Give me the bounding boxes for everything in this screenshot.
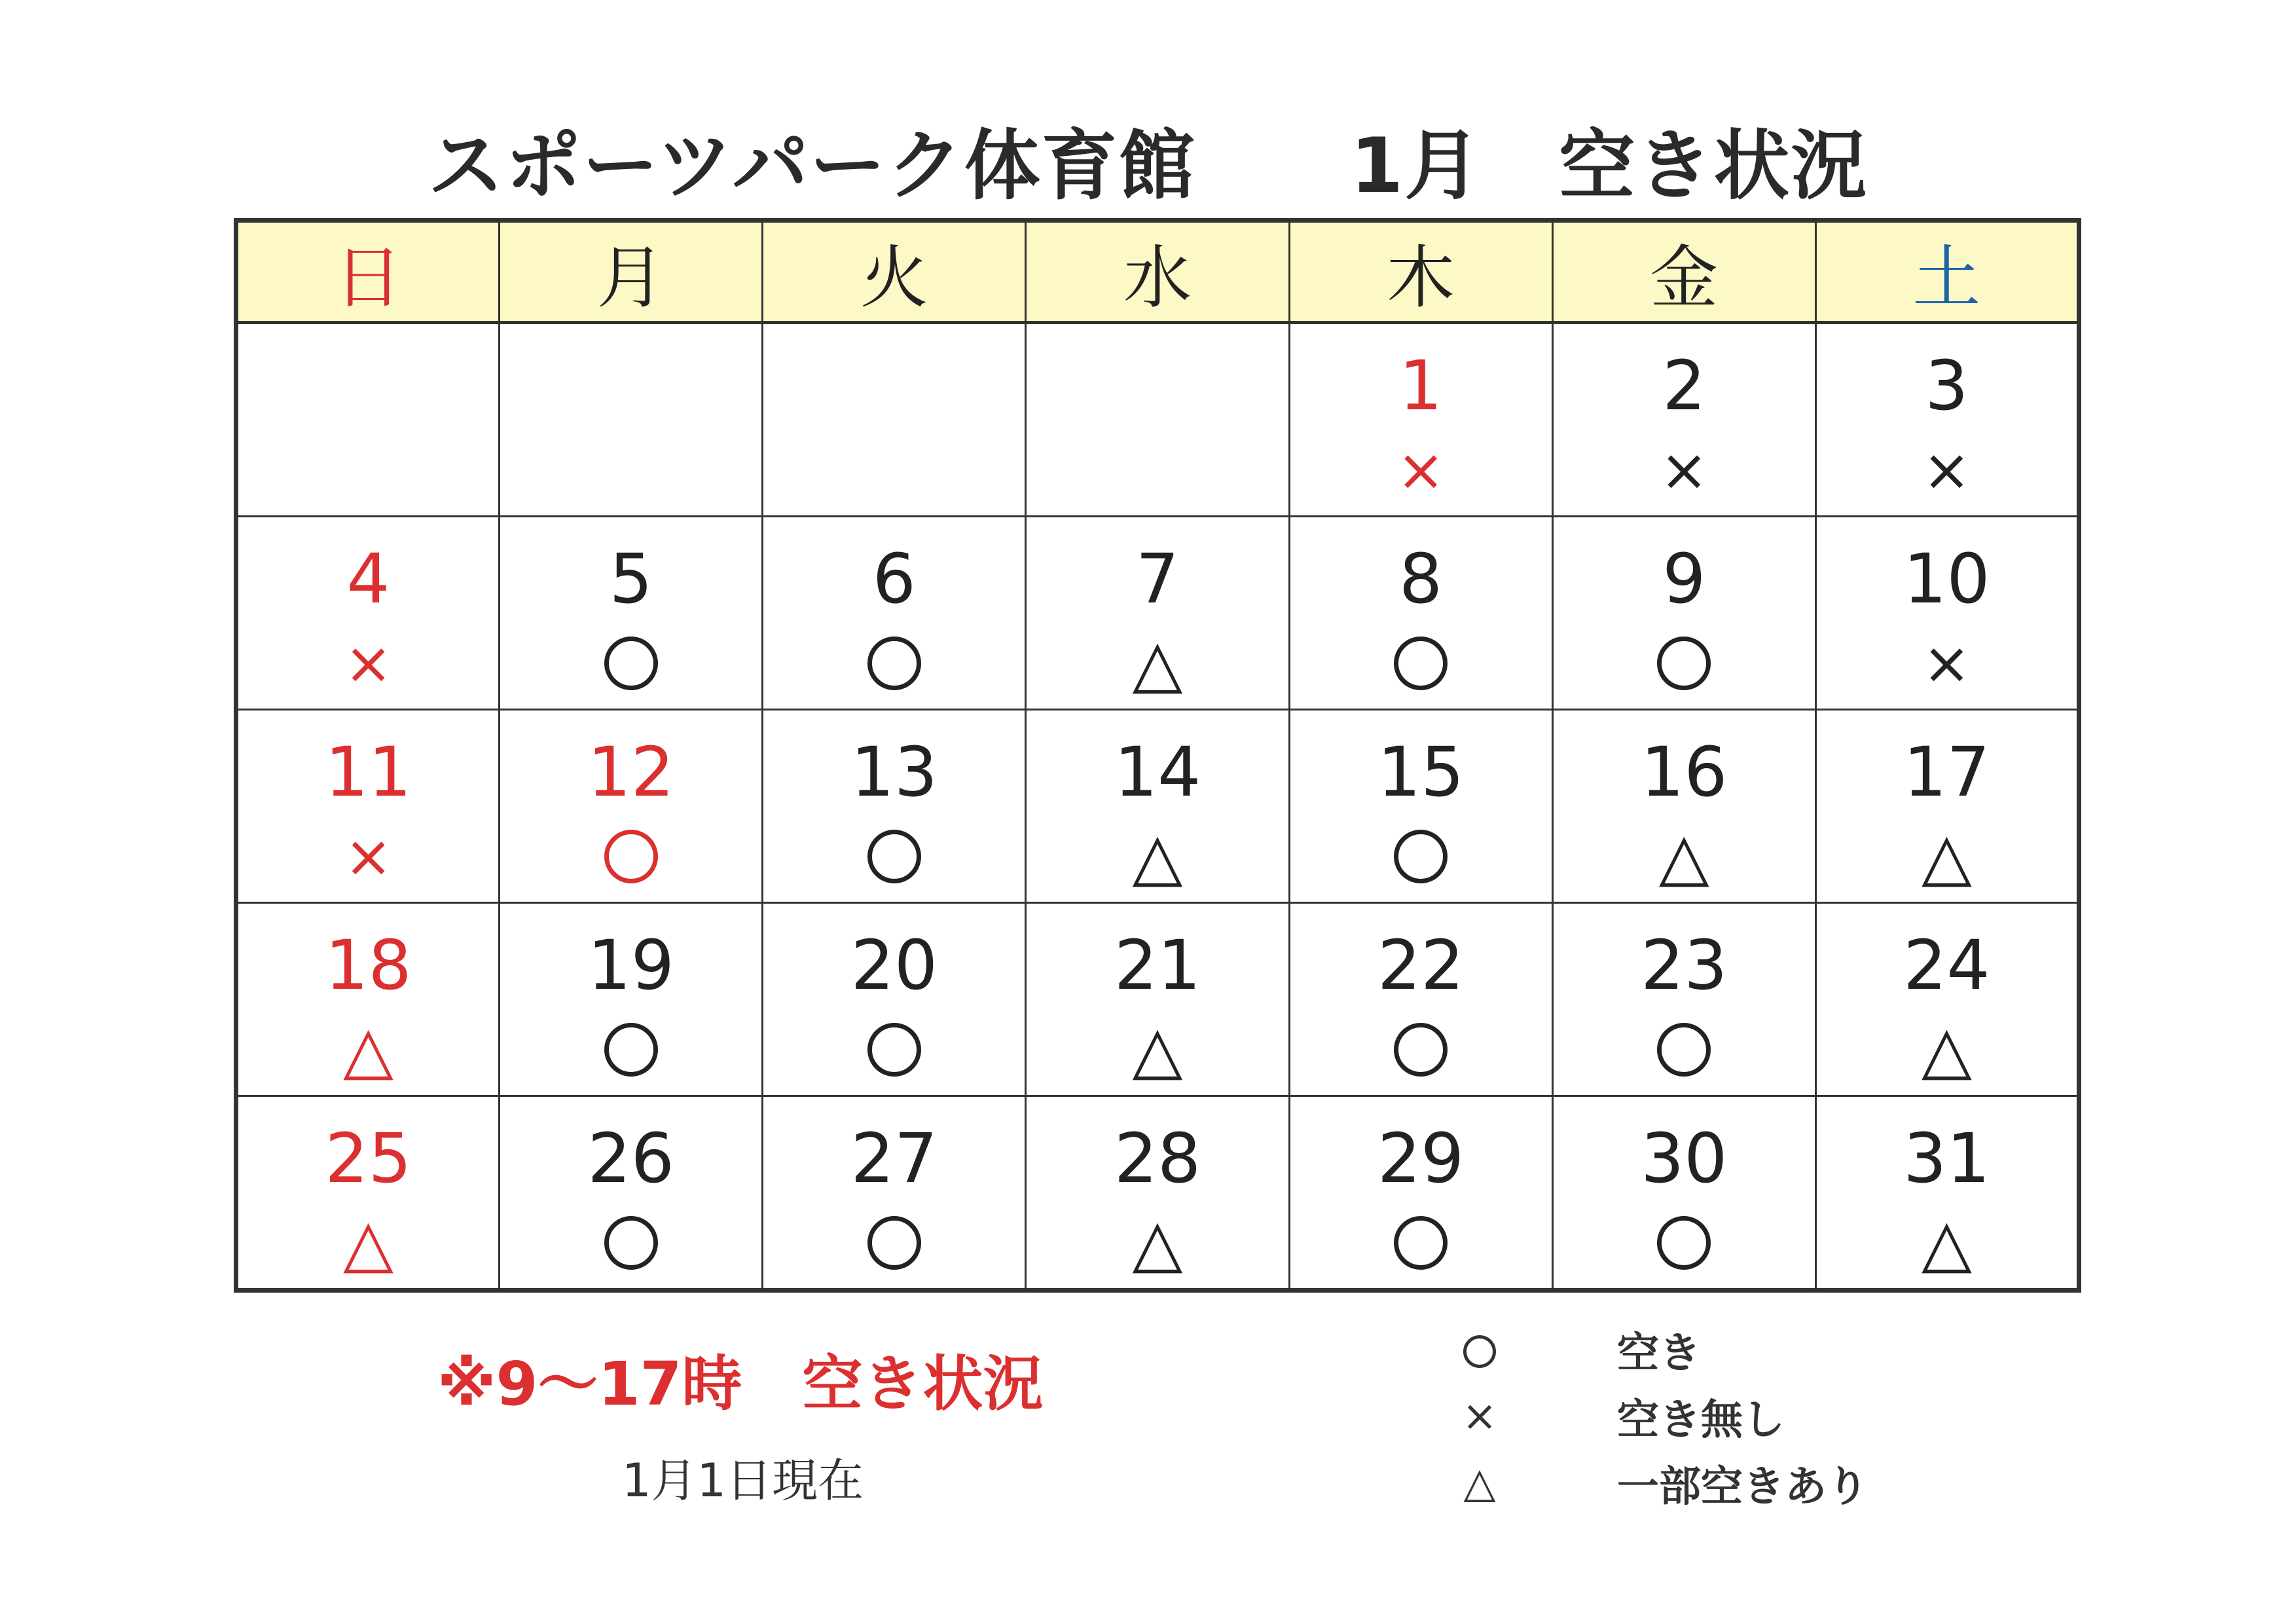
day-cell: [1289, 710, 1552, 903]
available-circle-icon: [500, 1204, 761, 1272]
day-cell: [1815, 903, 2079, 1096]
partial-triangle-icon: △: [343, 1204, 394, 1281]
available-circle-icon: [763, 818, 1025, 886]
day-number: 20: [850, 925, 938, 1005]
unavailable-cross-icon: ×: [344, 629, 393, 697]
day-cell: [500, 517, 763, 710]
day-cell: [236, 710, 500, 903]
legend-label: 空き: [1617, 1329, 1701, 1378]
day-number: 30: [1641, 1118, 1728, 1198]
day-number: 7: [1135, 539, 1180, 619]
unavailable-cross-icon: ×: [1922, 629, 1971, 697]
day-number: 1: [1399, 346, 1443, 426]
unavailable-cross-icon: ×: [344, 822, 393, 890]
weekday-thursday: 木: [1289, 221, 1552, 323]
calendar-week-row: [236, 903, 2079, 1096]
circle-icon: [1450, 1325, 1509, 1374]
day-number: 18: [325, 925, 412, 1005]
cross-icon: ×: [1462, 1392, 1497, 1441]
day-number: 26: [587, 1118, 674, 1198]
legend-item-partial: [1450, 1450, 1868, 1517]
unavailable-cross-icon: ×: [1660, 435, 1709, 504]
day-cell: [236, 903, 500, 1096]
day-number: 8: [1399, 539, 1443, 619]
available-circle-icon: [1290, 818, 1552, 886]
day-cell: [1552, 323, 1815, 517]
day-number: 5: [609, 539, 653, 619]
day-number: 16: [1641, 732, 1728, 812]
page-title: スポーツパーク体育館 1月 空き状況: [428, 122, 1868, 210]
day-cell: [1815, 323, 2079, 517]
partial-triangle-icon: △: [343, 1010, 394, 1088]
day-number: 28: [1114, 1118, 1201, 1198]
day-number: 23: [1641, 925, 1728, 1005]
availability-calendar: [234, 218, 2081, 1293]
day-number: 24: [1903, 925, 1990, 1005]
calendar-week-row: [236, 517, 2079, 710]
day-number: 27: [850, 1118, 938, 1198]
available-circle-icon: [763, 625, 1025, 693]
day-cell: [1815, 710, 2079, 903]
day-cell: [763, 903, 1026, 1096]
day-number: 15: [1377, 732, 1465, 812]
as-of-date: 1月1日現在: [622, 1454, 864, 1507]
empty-day-cell: [500, 323, 763, 517]
legend-label: 空き無し: [1617, 1396, 1785, 1445]
day-cell: [236, 1096, 500, 1291]
available-circle-icon: [1290, 625, 1552, 693]
weekday-wednesday: 水: [1026, 221, 1289, 323]
available-circle-icon: [1290, 1011, 1552, 1079]
hours-note: ※9～17時 空き状況: [437, 1349, 1044, 1419]
day-cell: [1026, 1096, 1289, 1291]
day-cell: [1026, 903, 1289, 1096]
available-circle-icon: [763, 1204, 1025, 1272]
day-cell: [1026, 710, 1289, 903]
day-cell: [1815, 1096, 2079, 1291]
empty-day-cell: [763, 323, 1026, 517]
day-number: 17: [1903, 732, 1990, 812]
available-circle-icon: [1554, 1204, 1815, 1272]
partial-triangle-icon: △: [1921, 1010, 1972, 1088]
unavailable-cross-icon: ×: [1922, 435, 1971, 504]
calendar-week-row: [236, 323, 2079, 517]
day-cell: [500, 903, 763, 1096]
day-cell: [763, 1096, 1026, 1291]
day-cell: [1552, 903, 1815, 1096]
available-circle-icon: [500, 818, 761, 886]
empty-day-cell: [1026, 323, 1289, 517]
available-circle-icon: [500, 625, 761, 693]
day-cell: [1026, 517, 1289, 710]
day-cell: [500, 1096, 763, 1291]
weekday-friday: 金: [1552, 221, 1815, 323]
weekday-sunday: 日: [236, 221, 500, 323]
day-cell: [500, 710, 763, 903]
day-cell: [1289, 323, 1552, 517]
day-number: 21: [1114, 925, 1201, 1005]
day-cell: [763, 710, 1026, 903]
triangle-icon: △: [1463, 1459, 1496, 1507]
calendar-week-row: [236, 1096, 2079, 1291]
available-circle-icon: [500, 1011, 761, 1079]
partial-triangle-icon: △: [1132, 817, 1183, 895]
day-cell: [1289, 517, 1552, 710]
calendar-week-row: [236, 710, 2079, 903]
day-number: 14: [1114, 732, 1201, 812]
partial-triangle-icon: △: [1132, 1204, 1183, 1281]
unavailable-cross-icon: ×: [1396, 435, 1445, 504]
day-number: 31: [1903, 1118, 1990, 1198]
day-cell: [1289, 903, 1552, 1096]
day-number: 11: [325, 732, 412, 812]
weekday-tuesday: 火: [763, 221, 1026, 323]
available-circle-icon: [1290, 1204, 1552, 1272]
day-cell: [1552, 1096, 1815, 1291]
legend: [1450, 1316, 1868, 1517]
day-cell: [1552, 710, 1815, 903]
day-cell: [236, 517, 500, 710]
day-number: 22: [1377, 925, 1465, 1005]
legend-item-available: [1450, 1316, 1868, 1383]
day-cell: [1815, 517, 2079, 710]
weekday-header-row: [236, 221, 2079, 323]
partial-triangle-icon: △: [1921, 817, 1972, 895]
partial-triangle-icon: △: [1132, 624, 1183, 701]
available-circle-icon: [1554, 625, 1815, 693]
day-number: 2: [1662, 346, 1706, 426]
day-number: 4: [346, 539, 390, 619]
weekday-saturday: 土: [1815, 221, 2079, 323]
partial-triangle-icon: △: [1658, 817, 1709, 895]
available-circle-icon: [1554, 1011, 1815, 1079]
day-number: 13: [850, 732, 938, 812]
day-number: 6: [872, 539, 916, 619]
day-cell: [763, 517, 1026, 710]
partial-triangle-icon: △: [1132, 1010, 1183, 1088]
weekday-monday: 月: [500, 221, 763, 323]
day-number: 9: [1662, 539, 1706, 619]
day-number: 3: [1925, 346, 1969, 426]
day-number: 10: [1903, 539, 1990, 619]
day-number: 25: [325, 1118, 412, 1198]
empty-day-cell: [236, 323, 500, 517]
legend-label: 一部空きあり: [1617, 1463, 1868, 1511]
available-circle-icon: [763, 1011, 1025, 1079]
day-number: 19: [587, 925, 674, 1005]
day-number: 29: [1377, 1118, 1465, 1198]
day-cell: [1552, 517, 1815, 710]
legend-item-unavailable: [1450, 1383, 1868, 1450]
day-number: 12: [587, 732, 674, 812]
partial-triangle-icon: △: [1921, 1204, 1972, 1281]
day-cell: [1289, 1096, 1552, 1291]
